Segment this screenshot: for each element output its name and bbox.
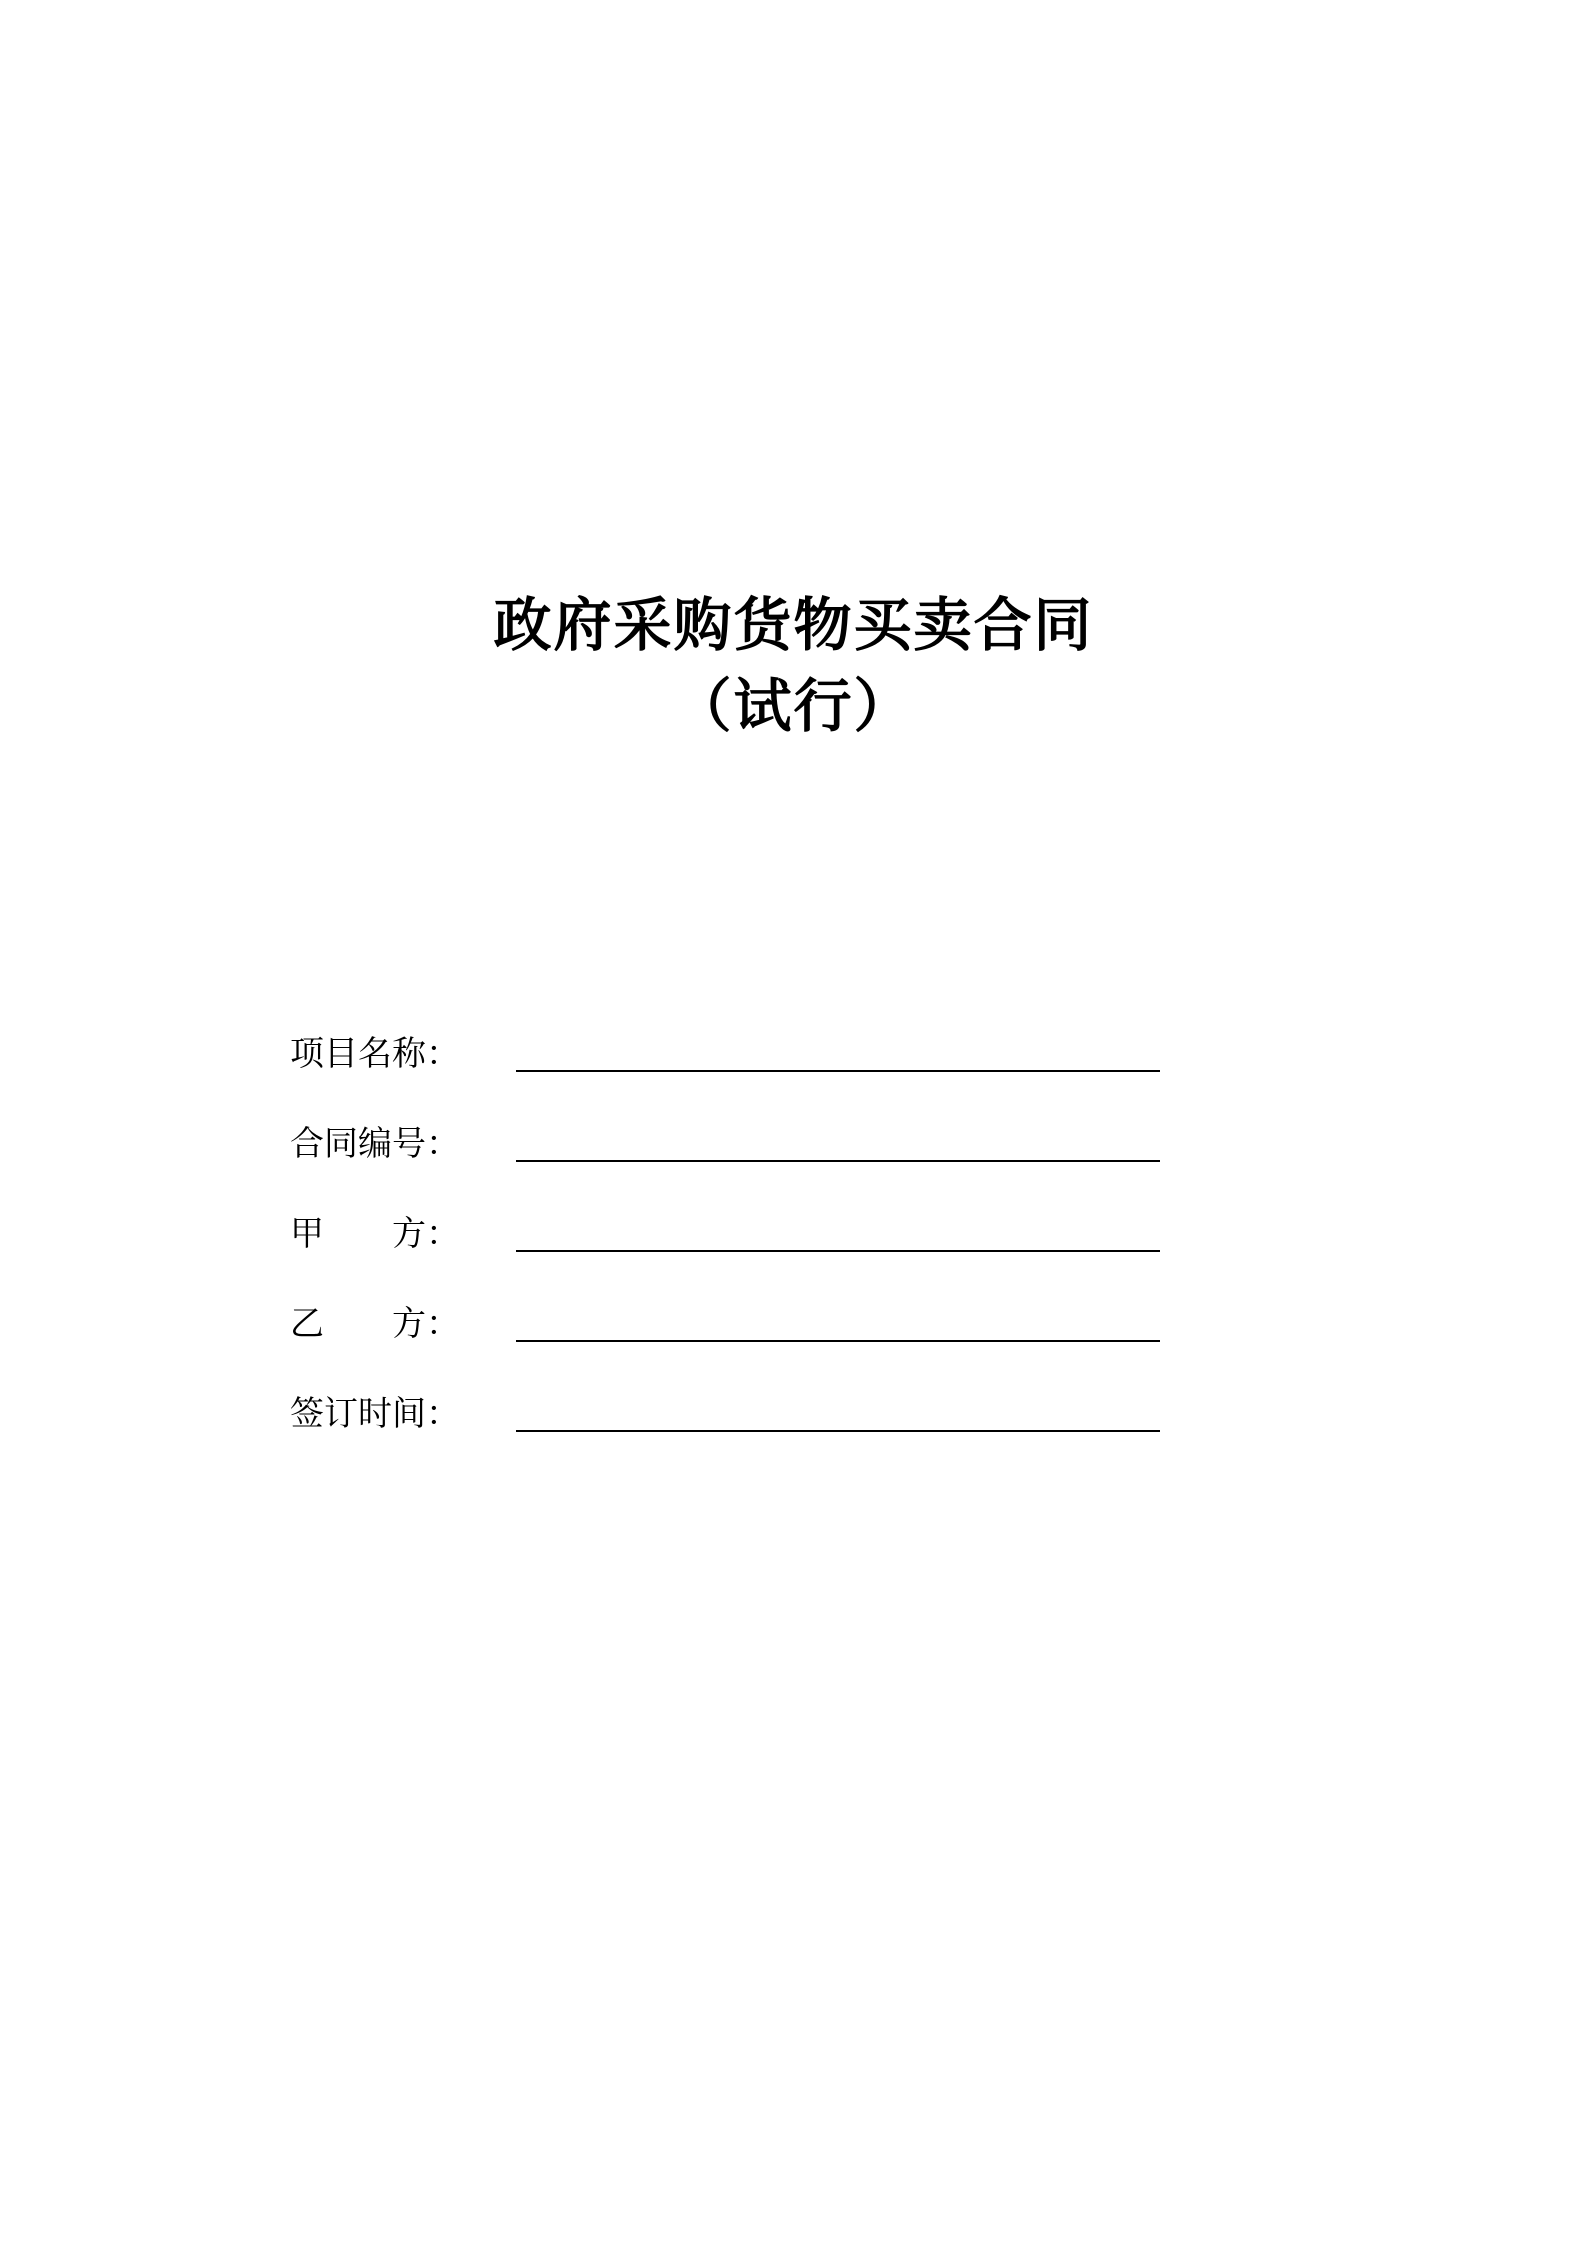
field-label-party-a: 甲 方： xyxy=(290,1216,460,1253)
field-row-party-a xyxy=(290,1200,1160,1252)
page-title: 政府采购货物买卖合同 xyxy=(493,593,1094,658)
field-label-project-name: 项目名称： xyxy=(290,1036,460,1073)
title-block xyxy=(0,590,1587,743)
field-input-project-name[interactable] xyxy=(516,1032,1160,1072)
field-label-sign-date: 签订时间： xyxy=(290,1396,460,1433)
field-input-contract-number[interactable] xyxy=(516,1122,1160,1162)
field-input-party-b[interactable] xyxy=(516,1302,1160,1342)
page-subtitle: （试行） xyxy=(673,673,914,739)
field-input-sign-date[interactable] xyxy=(516,1392,1160,1432)
contract-fields xyxy=(290,1020,1160,1470)
field-row-party-b xyxy=(290,1290,1160,1342)
field-label-party-b: 乙 方： xyxy=(290,1306,460,1343)
field-label-contract-number: 合同编号： xyxy=(290,1126,460,1163)
field-row-contract-number xyxy=(290,1110,1160,1162)
field-row-sign-date xyxy=(290,1380,1160,1432)
field-row-project-name xyxy=(290,1020,1160,1072)
field-input-party-a[interactable] xyxy=(516,1212,1160,1252)
